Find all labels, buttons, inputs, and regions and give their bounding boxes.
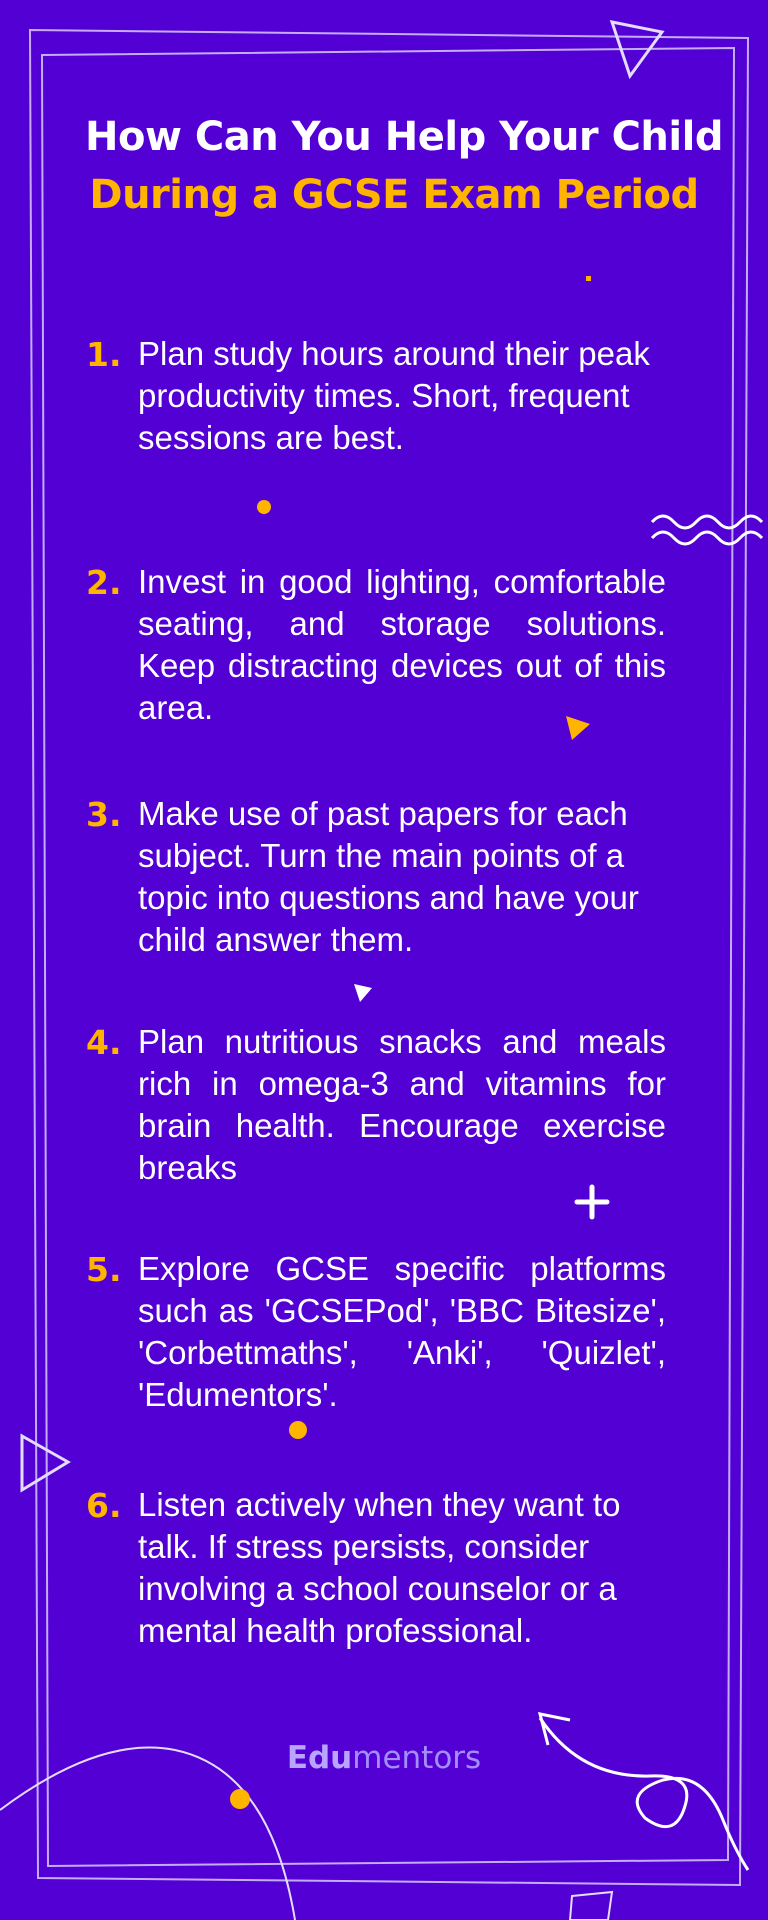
orange-dot-3 [230,1789,250,1809]
square-outline-icon [570,1892,612,1920]
tip-item-3 [86,793,666,961]
tip-number: 5. [86,1250,122,1289]
small-dot [586,276,591,281]
tip-item-1 [86,333,666,459]
tip-number: 1. [86,335,122,374]
tip-text: Plan study hours around their peak productivity times. Short, frequent sessions are best. [138,335,650,456]
tip-text: Plan nutritious snacks and meals rich in omega-3 and vitamins for brain health. Encourage exercise breaks [138,1023,666,1186]
brand-logo [0,1740,768,1776]
tip-number: 4. [86,1023,122,1062]
tip-text: Make use of past papers for each subject. Turn the main points of a topic into questions and have your child answer them. [138,795,639,958]
tip-number: 3. [86,795,122,834]
plus-icon [577,1187,607,1217]
triangle-outline-left-icon [22,1436,68,1490]
tip-item-2 [86,561,666,729]
tip-number: 2. [86,563,122,602]
tip-text: Listen actively when they want to talk. If stress persists, consider involving a school counselor or a mental health professional. [138,1486,621,1649]
brand-part-1: Edu [286,1740,353,1776]
white-triangle-icon [354,984,372,1002]
wave-icon [652,516,762,544]
tip-text: Invest in good lighting, comfortable seating, and storage solutions. Keep distracting devices out of this area. [138,563,666,726]
orange-dot-2 [289,1421,307,1439]
page-title [0,108,768,224]
title-line-2: During a GCSE Exam Period [89,172,699,218]
tip-item-6 [86,1484,666,1652]
brand-part-2: mentors [352,1740,482,1776]
title-line-1: How Can You Help Your Child [85,114,723,160]
tip-number: 6. [86,1486,122,1525]
tip-text: Explore GCSE specific platforms such as 'GCSEPod', 'BBC Bitesize', 'Corbettmaths', 'Anki', 'Quizlet', 'Edumentors'. [138,1250,666,1413]
tip-item-4 [86,1021,666,1189]
orange-dot [257,500,271,514]
tip-item-5 [86,1248,666,1416]
triangle-outline-icon [612,22,662,76]
